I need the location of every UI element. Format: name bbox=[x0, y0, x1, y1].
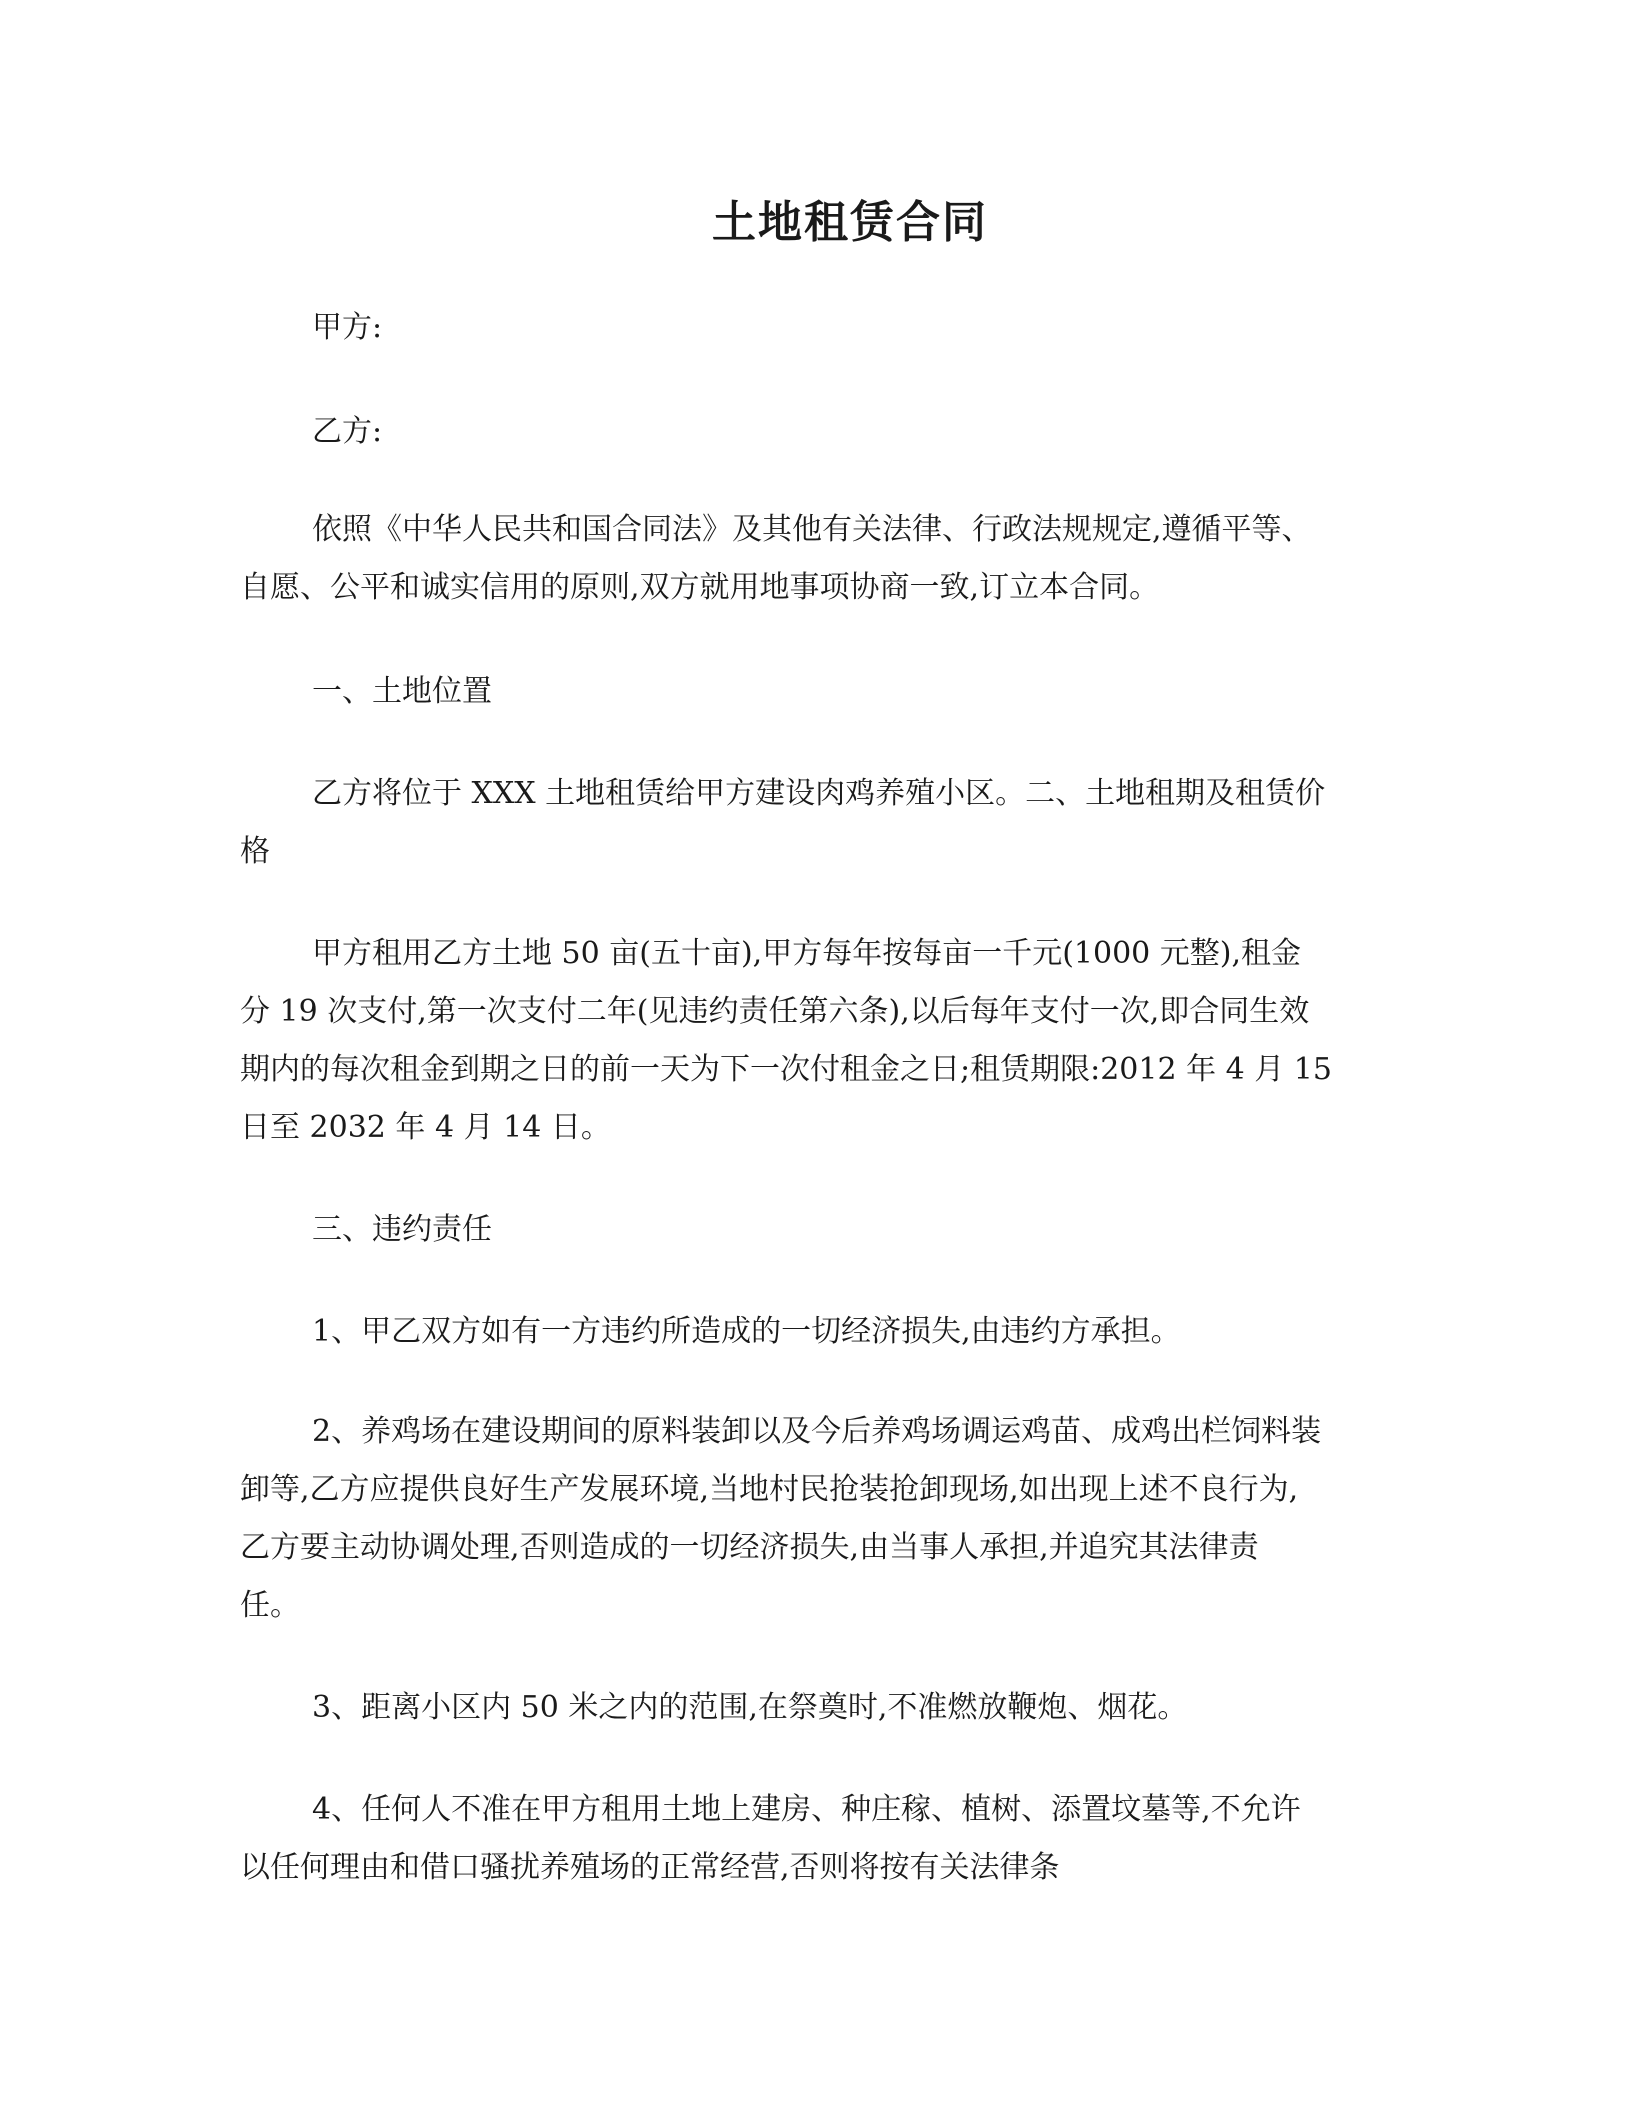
section2-line: 期内的每次租金到期之日的前一天为下一次付租金之日;租赁期限:2012 年 4 月 15 bbox=[240, 1052, 1332, 1087]
preamble-line: 自愿、公平和诚实信用的原则,双方就用地事项协商一致,订立本合同。 bbox=[240, 570, 1160, 605]
party-b-label: 乙方: bbox=[312, 414, 383, 449]
clause-line: 以任何理由和借口骚扰养殖场的正常经营,否则将按有关法律条 bbox=[240, 1850, 1060, 1885]
clause-line: 乙方要主动协调处理,否则造成的一切经济损失,由当事人承担,并追究其法律责 bbox=[240, 1530, 1259, 1565]
section-heading: 三、违约责任 bbox=[312, 1212, 492, 1247]
section1-line: 格 bbox=[240, 834, 270, 869]
clause-line: 卸等,乙方应提供良好生产发展环境,当地村民抢装抢卸现场,如出现上述不良行为, bbox=[240, 1472, 1299, 1507]
clause-line: 3、距离小区内 50 米之内的范围,在祭奠时,不准燃放鞭炮、烟花。 bbox=[312, 1690, 1188, 1725]
party-a-label: 甲方: bbox=[312, 310, 383, 345]
clause-line: 2、养鸡场在建设期间的原料装卸以及今后养鸡场调运鸡苗、成鸡出栏饲料装 bbox=[312, 1414, 1322, 1449]
section2-line: 分 19 次支付,第一次支付二年(见违约责任第六条),以后每年支付一次,即合同生效 bbox=[240, 994, 1310, 1029]
preamble-line: 依照《中华人民共和国合同法》及其他有关法律、行政法规规定,遵循平等、 bbox=[312, 512, 1312, 547]
document-title: 土地租赁合同 bbox=[712, 197, 988, 248]
clause-line: 4、任何人不准在甲方租用土地上建房、种庄稼、植树、添置坟墓等,不允许 bbox=[312, 1792, 1301, 1827]
clause-line: 1、甲乙双方如有一方违约所造成的一切经济损失,由违约方承担。 bbox=[312, 1314, 1181, 1349]
section1-line: 乙方将位于 XXX 土地租赁给甲方建设肉鸡养殖小区。二、土地租期及租赁价 bbox=[312, 776, 1326, 811]
clause-line: 任。 bbox=[240, 1588, 300, 1623]
section-heading: 一、土地位置 bbox=[312, 674, 492, 709]
section2-line: 甲方租用乙方土地 50 亩(五十亩),甲方每年按每亩一千元(1000 元整),租金 bbox=[312, 936, 1302, 971]
section2-line: 日至 2032 年 4 月 14 日。 bbox=[240, 1110, 611, 1145]
